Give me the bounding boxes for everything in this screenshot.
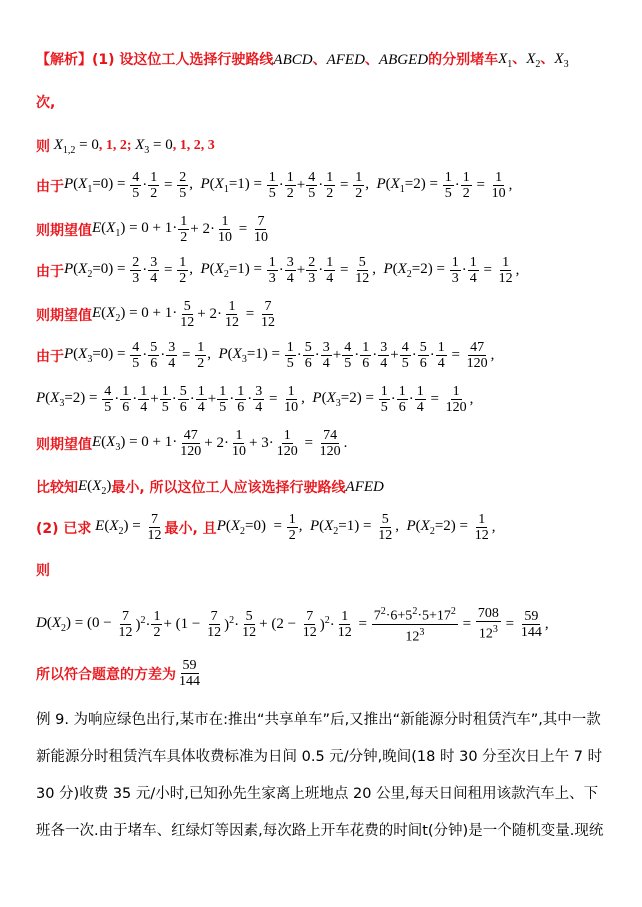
solution-line-4: 由于 $P(X_1=0)$ = $\frac{4}{5}$ · $\frac{1}{2}$ = $\frac{2}{5}$ , $P(X_1=1)$ = $\frac{1}{5}$ · $\frac{1}{2}$ + $\frac{4}{5}$ · $\frac{1}{2}$ = $\frac{1}{2}$ , $P(X_1=2)$ = $\frac{1}{5}$ · $\frac{1}{2}$ = $\frac{1}{10}$ , <box>36 170 513 201</box>
solution-line-5: 则期望值 $E(X_1) = 0 + 1\cdot$ $\frac{1}{2}$ + 2· $\frac{1}{10}$ = $\frac{7}{10}$ <box>36 214 268 245</box>
solution-line-8: 由于 $P(X_3=0)$ = $\frac{4}{5}$ · $\frac{5}{6}$ · $\frac{3}{4}$ = $\frac{1}{2}$ , $P(X_3=1)$ = $\frac{1}{5}$ · $\frac{5}{6}$ · $\frac{3}{4}$ + $\frac{4}{5}$ · $\frac{1}{6}$ · $\frac{3}{4}$ + $\frac{4}{5}$ · $\frac{5}{6}$ · $\frac{1}{4}$ = $\frac{47}{120}$ , <box>36 340 495 371</box>
solution-line-12: (2) 已求 $E(X_2)$ = $\frac{7}{12}$ 最小, 且 $P(X_2=0)$ = $\frac{1}{2}$ , $P(X_2=1)$ = $\frac{5}{12}$ , $P(X_2=2)$ = $\frac{1}{12}$ , <box>36 512 496 543</box>
solution-line-15: 所以符合题意的方差为 $\frac{59}{144}$ <box>36 658 200 689</box>
solution-line-11: 比较知 $E(X_2)$ 最小, 所以这位工人应该选择行驶路线 AFED <box>36 477 384 497</box>
solution-line-10: 则期望值 $E(X_3) = 0 + 1\cdot$ $\frac{47}{120}$ + 2· $\frac{1}{10}$ + 3· $\frac{1}{120}$ = $\frac{74}{120}$ . <box>36 428 348 459</box>
solution-line-3: 则 $X_{1,2} = 0$, 1, 2; $X_3 = 0$, 1, 2, 3 <box>36 136 215 156</box>
solution-line-13: 则 <box>36 563 50 579</box>
example-9-text: 例 9. 为响应绿色出行,某市在:推出“共享单车”后,又推出“新能源分时租赁汽车”,其中一款新能源分时租赁汽车具体收费标准为日间 0.5 元/分钟,晚间(18 时 30 分至次日上午 7 时 30 分)收费 35 元/小时,已知孙先生家离上班地点 20 公里,每天日间租用该款汽车上、下班各一次.由于堵车、红绿灯等因素,每次路上开车花费的时间t(分钟)是一个随机变量.现统 <box>36 712 604 839</box>
route-names: ABCD、AFED、ABGED <box>273 52 429 68</box>
solution-line-9: $P(X_3=2)$ = $\frac{4}{5}$ · $\frac{1}{6}$ · $\frac{1}{4}$ + $\frac{1}{5}$ · $\frac{5}{6}$ · $\frac{1}{4}$ + $\frac{1}{5}$ · $\frac{1}{6}$ · $\frac{3}{4}$ = $\frac{1}{10}$ , $P(X_3=2)$ = $\frac{1}{5}$ · $\frac{1}{6}$ · $\frac{1}{4}$ = $\frac{1}{120}$ , <box>36 384 474 415</box>
solution-line-7: 则期望值 $E(X_2) = 0 + 1\cdot$ $\frac{5}{12}$ + 2· $\frac{1}{12}$ = $\frac{7}{12}$ <box>36 299 275 330</box>
solution-line-2: 次, <box>36 95 56 111</box>
solution-label: 【解析】(1) 设这位工人选择行驶路线 <box>36 52 274 68</box>
solution-line-6: 由于 $P(X_2=0)$ = $\frac{2}{3}$ · $\frac{3}{4}$ = $\frac{1}{2}$ , $P(X_2=1)$ = $\frac{1}{3}$ · $\frac{3}{4}$ + $\frac{2}{3}$ · $\frac{1}{4}$ = $\frac{5}{12}$ , $P(X_2=2)$ = $\frac{1}{3}$ · $\frac{1}{4}$ = $\frac{1}{12}$ , <box>36 255 520 286</box>
variance-formula: $D(X_2) = (0$ − $\frac{7}{12}$ )$^2$· $\frac{1}{2}$ + (1 − $\frac{7}{12}$ )$^2$· $\frac{5}{12}$ + (2 − $\frac{7}{12}$ )$^2$· $\frac{1}{12}$ = $\frac{7^2\cdot 6+5^2\cdot 5+17^2}{12^3}$ = $\frac{708}{12^3}$ = $\frac{59}{144}$ , <box>36 606 549 645</box>
solution-line-1: 【解析】(1) 设这位工人选择行驶路线 ABCD、AFED、ABGED 的分别堵车 $X_1$、$X_2$、$X_3$ <box>36 51 569 70</box>
